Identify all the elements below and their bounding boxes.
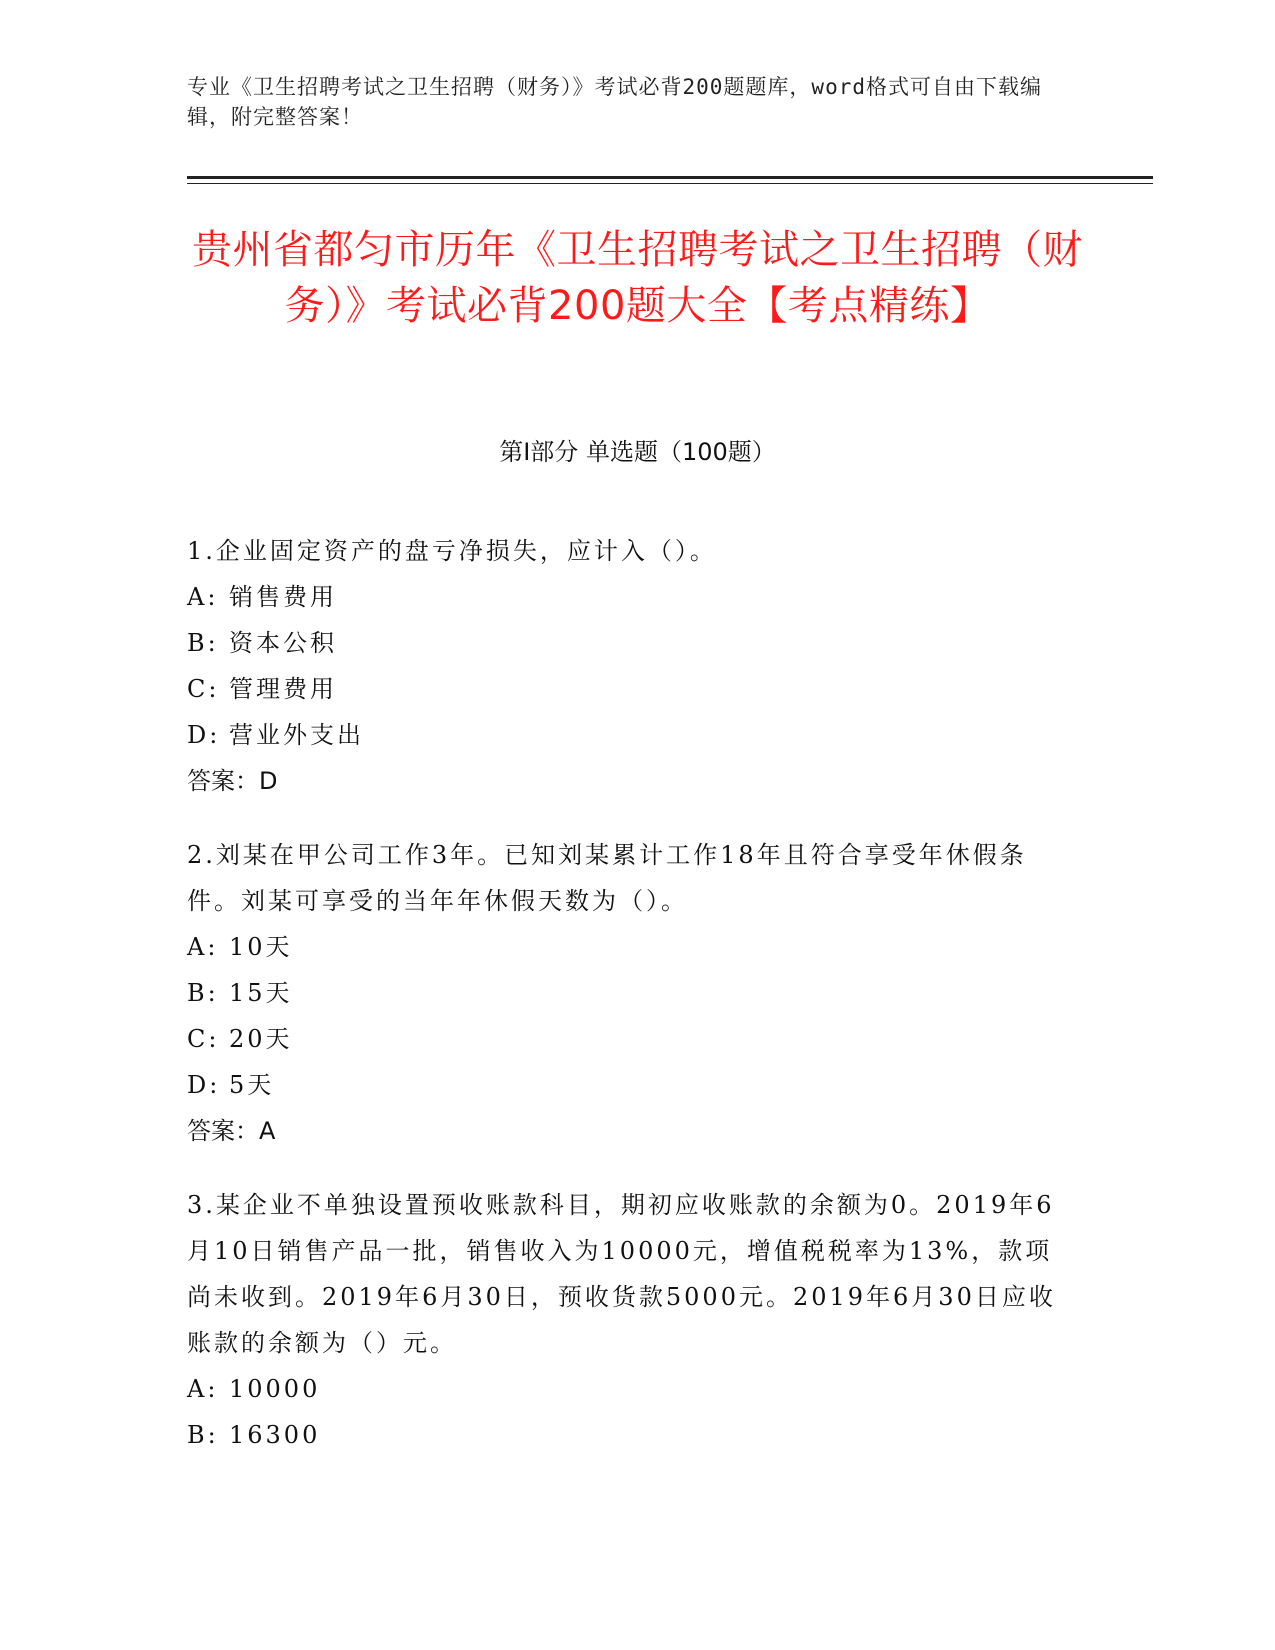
option-key: A: [187, 583, 219, 611]
option-key: B: [187, 629, 219, 657]
question-list [187, 528, 1067, 1486]
section-title: 第I部分 单选题（100题） [499, 438, 776, 466]
option-text: 10天 [229, 933, 293, 961]
question-stem: 1.企业固定资产的盘亏净损失，应计入（）。 [187, 537, 717, 565]
question-1 [187, 528, 1067, 804]
option-text: 16300 [229, 1421, 321, 1449]
option-text: 20天 [229, 1025, 293, 1053]
option-text: 管理费用 [229, 675, 337, 703]
answer: 答案：D [187, 767, 278, 795]
option-text: 5天 [229, 1071, 275, 1099]
option-d [187, 712, 1067, 758]
option-d [187, 1062, 1067, 1108]
header-note: 专业《卫生招聘考试之卫生招聘（财务）》考试必背200题题库，word格式可自由下载编辑，附完整答案！ [187, 75, 1042, 129]
option-key: A: [187, 933, 219, 961]
option-text: 15天 [229, 979, 293, 1007]
option-c [187, 1016, 1067, 1062]
option-key: B: [187, 979, 219, 1007]
option-b [187, 620, 1067, 666]
document-title: 贵州省都匀市历年《卫生招聘考试之卫生招聘（财务）》考试必背200题大全【考点精练】 [192, 227, 1083, 329]
option-key: C: [187, 675, 220, 703]
option-b [187, 1412, 1067, 1458]
option-text: 销售费用 [229, 583, 337, 611]
option-text: 10000 [229, 1375, 321, 1403]
option-text: 资本公积 [229, 629, 337, 657]
option-key: D: [187, 721, 221, 749]
question-3 [187, 1182, 1067, 1458]
option-a [187, 924, 1067, 970]
option-key: A: [187, 1375, 219, 1403]
option-a [187, 1366, 1067, 1412]
answer: 答案：A [187, 1117, 276, 1145]
option-text: 营业外支出 [229, 721, 364, 749]
header-divider-thick [187, 176, 1153, 179]
option-c [187, 666, 1067, 712]
option-a [187, 574, 1067, 620]
question-2 [187, 832, 1067, 1154]
header-divider-thin [187, 183, 1153, 184]
option-key: B: [187, 1421, 219, 1449]
question-stem: 3.某企业不单独设置预收账款科目，期初应收账款的余额为0。2019年6月10日销售产品一批，销售收入为10000元，增值税税率为13%，款项尚未收到。2019年6月30日，预收货款5000元。2019年6月30日应收账款的余额为（）元。 [187, 1191, 1056, 1357]
question-stem: 2.刘某在甲公司工作3年。已知刘某累计工作18年且符合享受年休假条件。刘某可享受的当年年休假天数为（）。 [187, 841, 1027, 915]
option-key: D: [187, 1071, 221, 1099]
option-b [187, 970, 1067, 1016]
option-key: C: [187, 1025, 220, 1053]
